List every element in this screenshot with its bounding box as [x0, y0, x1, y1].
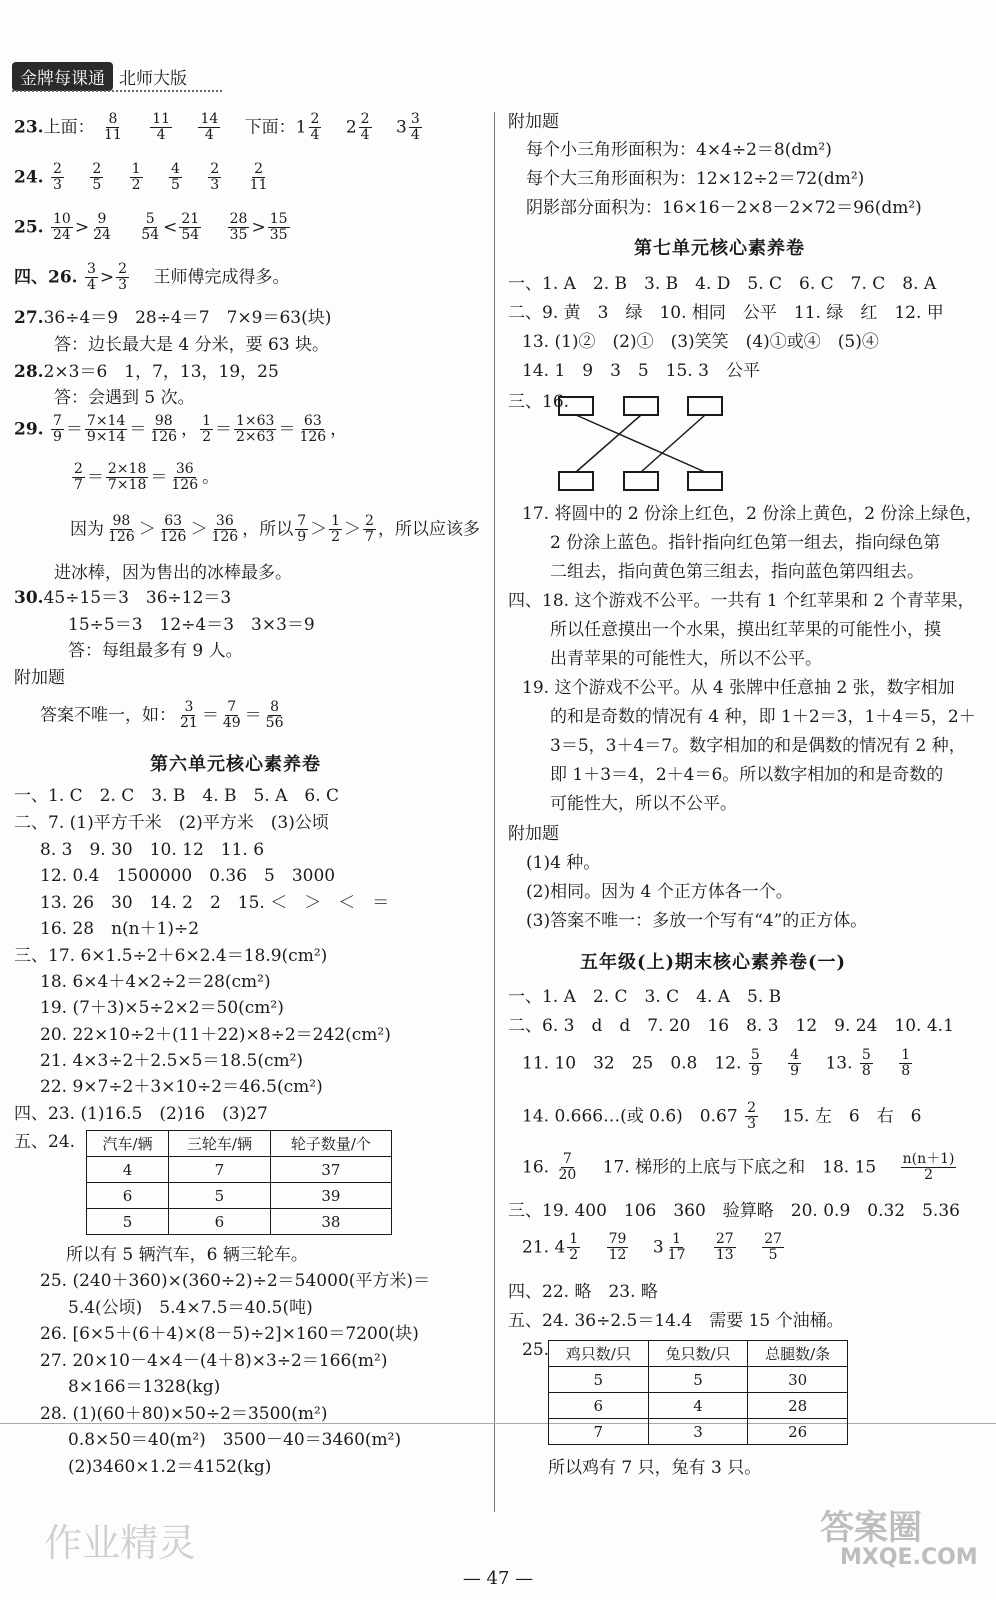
s-line: 19. (7＋3)×5÷2×2＝50(cm²) [40, 998, 284, 1018]
s-line: 四、23. (1)16.5 (2)16 (3)27 [14, 1104, 268, 1124]
item-30-b: 15÷5＝3 12÷4＝3 3×3＝9 [68, 615, 315, 635]
answer-text: 王师傅完成得多。 [153, 267, 290, 288]
answer-28: 答：会遇到 5 次。 [54, 388, 195, 408]
s-line: 25. (240＋360)×(360÷2)÷2＝54000(平方米)＝ [40, 1271, 431, 1291]
fraction: $\frac{5}{54}$ [141, 211, 160, 244]
s-line: 27. 20×10－4×4－(4＋8)×3÷2＝166(m²) [40, 1351, 388, 1371]
r-line-11 [522, 1048, 914, 1080]
table-row: 6 5 39 [87, 1183, 392, 1209]
r-line: 17. 将圆中的 2 份涂上红色，2 份涂上黄色，2 份涂上绿色， [522, 504, 983, 524]
table-cars [86, 1130, 392, 1235]
s-line: 8. 3 9. 30 10. 12 11. 6 [40, 840, 265, 860]
extra-heading: 附加题 [14, 668, 65, 688]
r-line: 三、19. 400 106 360 验算略 20. 0.9 0.32 5.36 [508, 1201, 960, 1221]
s-line: 18. 6×4＋4×2÷2＝28(cm²) [40, 972, 271, 992]
fraction: $\frac{2}{11}$ [249, 161, 268, 194]
item-29-row2: $\frac{2}{7}$ ＝ $\frac{2\times 18}{7\times 18}$ ＝ $\frac{36}{126}$ 。 [74, 461, 220, 494]
table-row: 5 5 30 [549, 1367, 848, 1393]
table-row: 7 3 26 [549, 1419, 848, 1445]
calc: 45÷15＝3 36÷12＝3 [43, 588, 232, 608]
fraction: $\frac{1}{17}$ [667, 1231, 686, 1264]
fraction: $\frac{2}{4}$ [310, 111, 320, 144]
answer-30: 答：每组最多有 9 人。 [68, 641, 243, 661]
r-line: 可能性大，所以不公平。 [550, 794, 737, 814]
edition-label: 北师大版 [119, 69, 187, 89]
page-number: — 47 — [462, 1568, 534, 1589]
fraction: $\frac{7\times 14}{9\times 14}$ [86, 413, 126, 446]
section-title-unit7: 第七单元核心素养卷 [634, 238, 805, 259]
fraction: $\frac{15}{35}$ [269, 211, 288, 244]
r-line-21 [522, 1232, 786, 1264]
fraction: $\frac{1}{2}$ [131, 161, 141, 194]
fraction: $\frac{11}{4}$ [152, 111, 171, 144]
text: 17. 梯形的上底与下底之和 18. 15 [602, 1157, 877, 1178]
page-header [12, 62, 187, 91]
s-line: 13. 26 30 14. 2 2 15. ＜ ＞ ＜ ＝ [40, 893, 390, 913]
s-line: 一、1. C 2. C 3. B 4. B 5. A 6. C [14, 786, 340, 806]
r-line: 五、24. 36÷2.5＝14.4 需要 15 个油桶。 [508, 1311, 844, 1331]
item-27 [14, 308, 331, 329]
watermark-left: 作业精灵 [44, 1521, 197, 1565]
matching-diagram [558, 396, 728, 492]
fraction: $\frac{2}{4}$ [360, 111, 370, 144]
item-num: 四、26. [14, 267, 78, 288]
fraction: $\frac{2}{5}$ [92, 161, 102, 194]
fraction: $\frac{2}{3}$ [118, 261, 128, 294]
fraction: $\frac{36}{126}$ [211, 513, 239, 546]
extra-heading: 附加题 [508, 112, 559, 132]
s-line: 8×166＝1328(kg) [68, 1377, 221, 1397]
r-line: 每个小三角形面积为：4×4÷2＝8(dm²) [526, 140, 832, 160]
text: 14. 0.666…(或 0.6̇) 0.67 [522, 1106, 738, 1127]
calc: 36÷4＝9 28÷4＝7 7×9＝63(块) [43, 308, 332, 328]
fraction: $\frac{n(n+1)}{2}$ [902, 1151, 955, 1184]
fraction: $\frac{7}{20}$ [558, 1151, 577, 1184]
fraction: $\frac{5}{9}$ [750, 1047, 760, 1080]
s-line: 20. 22×10÷2＋(11＋22)×8÷2＝242(cm²) [40, 1025, 391, 1045]
fraction: $\frac{14}{4}$ [200, 111, 219, 144]
fraction: $\frac{36}{126}$ [171, 461, 199, 494]
r-line: 四、18. 这个游戏不公平。一共有 1 个红苹果和 2 个青苹果， [508, 591, 975, 611]
fraction: $\frac{2}{7}$ [74, 461, 83, 494]
item-num: 30. [14, 588, 44, 608]
sign: > [251, 217, 266, 238]
fraction: $\frac{3}{4}$ [86, 261, 96, 294]
s-line: 28. (1)(60＋80)×50÷2＝3500(m²) [40, 1404, 328, 1424]
r-line: 阴影部分面积为：16×16－2×8－2×72＝96(dm²) [526, 198, 922, 218]
text: 15. 左 6 右 6 [782, 1106, 922, 1127]
calc: 2×3＝6 1，7，13，19，25 [43, 362, 279, 382]
box-bottom-3 [688, 472, 722, 490]
fraction: $\frac{1}{2}$ [331, 513, 341, 546]
fraction: $\frac{3}{21}$ [180, 699, 198, 732]
r-line: (3)答案不唯一：多放一个写有“4”的正方体。 [526, 911, 868, 931]
r-line: 3＝5，3＋4＝7。数字相加的和是偶数的情况有 2 种， [550, 736, 966, 756]
match-line [576, 415, 705, 472]
fraction: $\frac{9}{24}$ [93, 211, 111, 244]
r-line: (1)4 种。 [526, 853, 601, 873]
s-line: 12. 0.4 1500000 0.36 5 3000 [40, 866, 336, 886]
box-top-3 [688, 397, 722, 415]
fraction: $\frac{2}{3}$ [52, 161, 62, 194]
label-bottom: 下面：1 [244, 117, 307, 138]
fraction: $\frac{1\times 63}{2\times 63}$ [236, 413, 275, 446]
fraction: $\frac{79}{12}$ [608, 1231, 627, 1264]
table-header: 三轮车/辆 [169, 1131, 271, 1157]
fraction: $\frac{1}{2}$ [569, 1231, 579, 1264]
r-line: 二、6. 3 d d 7. 20 16 8. 3 12 9. 24 10. 4.1 [508, 1016, 954, 1036]
r-line-14 [522, 1101, 921, 1133]
fraction: $\frac{5}{8}$ [861, 1047, 871, 1080]
item-num: 25. [14, 217, 44, 238]
whole: 2 [345, 117, 357, 138]
item-num: 24. [14, 167, 44, 188]
item-num: 23. [14, 117, 44, 138]
table-row: 5 6 38 [87, 1209, 392, 1235]
item-29-row3: 因为 $\frac{98}{126}$ ＞ $\frac{63}{126}$ ＞ $\frac{36}{126}$ ，所以 $\frac{7}{9}$ ＞ $\frac{1}{2}$ ＞ $\frac{2}{7}$ ，所以应该多 [70, 513, 480, 546]
sign: > [74, 217, 90, 238]
fraction: $\frac{98}{126}$ [108, 513, 135, 546]
r-line: 二、9. 黄 3 绿 10. 相同 公平 11. 绿 红 12. 甲 [508, 303, 944, 323]
match-line [641, 415, 705, 472]
s-line: 5.4(公顷) 5.4×7.5＝40.5(吨) [68, 1298, 313, 1318]
fraction: $\frac{3}{4}$ [410, 111, 420, 144]
r-line: 出青苹果的可能性大，所以不公平。 [550, 649, 822, 669]
r-line: 一、1. A 2. C 3. C 4. A 5. B [508, 987, 782, 1007]
r-line: 14. 1 9 3 5 15. 3 公平 [522, 361, 760, 381]
s-line: 0.8×50＝40(m²) 3500－40＝3460(m²) [68, 1430, 402, 1450]
fraction: $\frac{63}{126}$ [159, 513, 187, 546]
watermark-url: MXQE.COM [840, 1545, 978, 1570]
table-chicken-rabbit [548, 1340, 848, 1445]
table-header: 汽车/辆 [87, 1131, 169, 1157]
s-line: 五、24. [14, 1132, 76, 1152]
fraction: $\frac{7}{9}$ [52, 413, 62, 446]
box-bottom-1 [559, 472, 593, 490]
brand-label: 金牌每课通 [12, 62, 113, 91]
item-29-row4: 进冰棒，因为售出的冰棒最多。 [54, 563, 292, 583]
r-line: 2 份涂上蓝色。指针指向红色第一组去，指向绿色第 [550, 533, 941, 553]
fraction: $\frac{27}{5}$ [764, 1231, 782, 1264]
fraction: $\frac{4}{5}$ [170, 161, 180, 194]
s-line: 21. 4×3÷2＋2.5×5＝18.5(cm²) [40, 1051, 304, 1071]
item-num: 28. [14, 362, 44, 382]
r-line: 13. (1)② (2)① (3)笑笑 (4)①或④ (5)④ [522, 332, 879, 352]
fraction: $\frac{21}{54}$ [181, 211, 200, 244]
fraction: $\frac{7}{49}$ [222, 699, 241, 732]
box-top-1 [559, 397, 593, 415]
item-23 [14, 112, 424, 144]
s-line: 26. [6×5＋(6＋4)×(8－5)÷2]×160＝7200(块) [40, 1324, 419, 1344]
fraction: $\frac{4}{9}$ [790, 1047, 800, 1080]
r-line: 的和是奇数的情况有 4 种，即 1＋2＝3，1＋4＝5，2＋ [550, 707, 976, 727]
table-row: 6 4 28 [549, 1393, 848, 1419]
s-line: 三、17. 6×1.5÷2＋6×2.4＝18.9(cm²) [14, 946, 328, 966]
fraction: $\frac{28}{35}$ [229, 211, 248, 244]
s-line: 所以有 5 辆汽车，6 辆三轮车。 [66, 1245, 308, 1265]
r-line: 每个大三角形面积为：12×12÷2＝72(dm²) [526, 169, 865, 189]
fraction: $\frac{2}{3}$ [210, 161, 220, 194]
fraction: $\frac{8}{56}$ [265, 699, 284, 732]
table-header: 总腿数/条 [748, 1341, 848, 1367]
s-line: (2)3460×1.2＝4152(kg) [68, 1457, 272, 1477]
section-title-final: 五年级(上)期末核心素养卷(一) [580, 952, 847, 973]
box-top-2 [624, 397, 658, 415]
sign: < [163, 217, 178, 238]
item-24 [14, 162, 271, 194]
table-header: 鸡只数/只 [549, 1341, 649, 1367]
r-line: 25. [522, 1340, 550, 1360]
fraction: $\frac{27}{13}$ [715, 1231, 734, 1264]
fraction: $\frac{63}{126}$ [299, 413, 327, 446]
s-line: 16. 28 n(n＋1)÷2 [40, 919, 200, 939]
watermark-right: 答案圈 [820, 1508, 922, 1548]
r-line: 即 1＋3＝4，2＋4＝6。所以数字相加的和是奇数的 [550, 765, 944, 785]
text: ，所以 [242, 519, 294, 540]
item-num: 27. [14, 308, 44, 328]
text: ，所以应该多 [377, 519, 480, 540]
text: 因为 [70, 519, 104, 540]
r-line: 所以鸡有 7 只，兔有 3 只。 [548, 1458, 762, 1478]
sign: > [99, 267, 115, 288]
table-row: 4 7 37 [87, 1157, 392, 1183]
fraction: $\frac{2}{7}$ [365, 513, 374, 546]
text: 3 [652, 1237, 664, 1258]
text: 答案不唯一，如： [40, 705, 176, 726]
fraction: $\frac{10}{24}$ [52, 211, 71, 244]
s-line: 22. 9×7÷2＋3×10÷2＝46.5(cm²) [40, 1077, 323, 1097]
text: 11. 10 32 25 0.8 12. [522, 1053, 742, 1074]
column-divider [494, 112, 495, 1512]
fraction: $\frac{1}{8}$ [901, 1047, 911, 1080]
r-line: 四、22. 略 23. 略 [508, 1282, 658, 1302]
extra-heading: 附加题 [508, 824, 559, 844]
fraction: $\frac{1}{2}$ [202, 413, 212, 446]
text: 13. [825, 1053, 853, 1074]
r-line: 三、16. [508, 392, 570, 412]
s-line: 二、7. (1)平方千米 (2)平方米 (3)公顷 [14, 813, 329, 833]
table-header: 轮子数量/个 [270, 1131, 391, 1157]
r-line: (2)相同。因为 4 个正方体各一个。 [526, 882, 793, 902]
text: 21. 4 [522, 1237, 566, 1258]
fraction: $\frac{98}{126}$ [150, 413, 178, 446]
text: 16. [522, 1157, 550, 1178]
whole: 3 [396, 117, 407, 138]
item-25 [14, 212, 292, 244]
label-top: 上面： [43, 117, 95, 138]
fraction: $\frac{7}{9}$ [297, 513, 307, 546]
r-line: 二组去，指向黄色第三组去，指向蓝色第四组去。 [550, 562, 924, 582]
match-line [576, 415, 641, 472]
box-bottom-2 [624, 472, 658, 490]
r-line: 一、1. A 2. B 3. B 4. D 5. C 6. C 7. C 8. A [508, 274, 937, 294]
item-28 [14, 362, 279, 383]
table-header: 兔只数/只 [648, 1341, 748, 1367]
fraction: $\frac{8}{11}$ [103, 111, 122, 144]
section-title-unit6: 第六单元核心素养卷 [150, 754, 321, 775]
header-divider [12, 90, 222, 92]
r-line: 所以任意摸出一个水果，摸出红苹果的可能性小，摸 [550, 620, 941, 640]
r-line-16 [522, 1152, 958, 1184]
item-num: 29. [14, 419, 44, 440]
fraction: $\frac{2}{3}$ [747, 1100, 756, 1133]
item-29-row1: 29. $\frac{7}{9}$ ＝ $\frac{7\times 14}{9\times 14}$ ＝ $\frac{98}{126}$ ， $\frac{1}{2}$ ＝ $\frac{1\times 63}{2\times 63}$ ＝ $\frac{63}{126}$ ， [14, 413, 348, 446]
item-30 [14, 588, 231, 609]
extra-answer: 答案不唯一，如： $\frac{3}{21}$ ＝ $\frac{7}{49}$ ＝ $\frac{8}{56}$ [40, 699, 284, 732]
r-line: 19. 这个游戏不公平。从 4 张牌中任意抽 2 张，数字相加 [522, 678, 955, 698]
fraction: $\frac{2\times 18}{7\times 18}$ [107, 461, 147, 494]
item-26 [14, 262, 289, 294]
answer-27: 答：边长最大是 4 分米，要 63 块。 [54, 335, 330, 355]
